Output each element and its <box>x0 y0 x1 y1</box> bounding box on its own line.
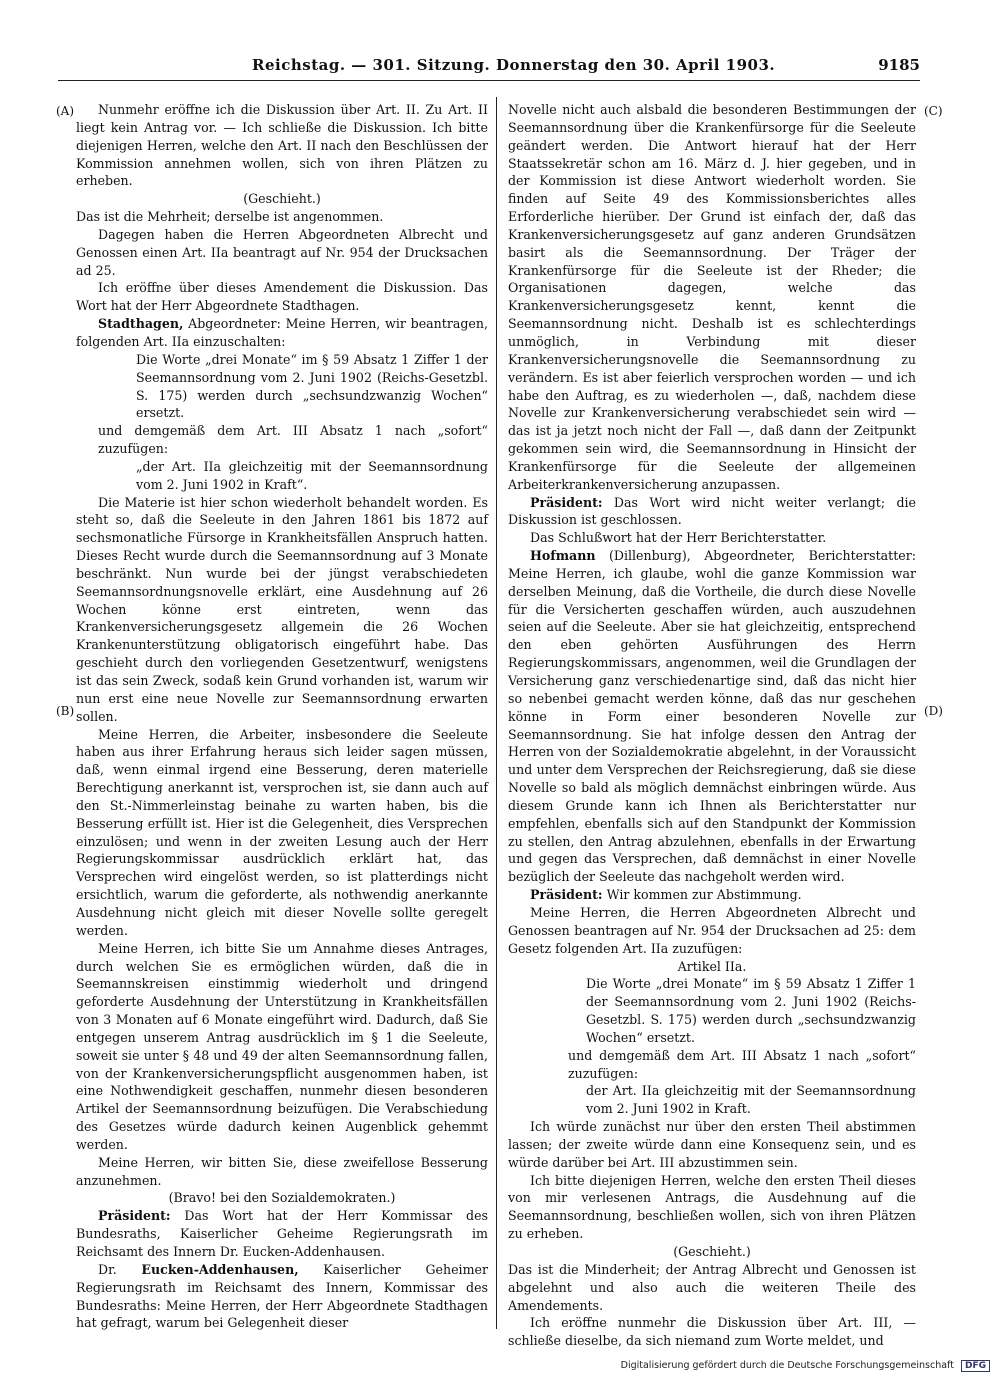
speaker-name: Eucken-Addenhausen, <box>141 1261 299 1277</box>
paragraph-text: (Dillenburg), Abgeordneter, Berichterstatter: Meine Herren, ich glaube, wohl die ganze Kommission war derselben Meinung, daß die Vortheile, die durch diese Novelle für die Versicherten geschaffen würden, auch auszudehnen seien auf die Seeleute. Aber sie hat gleichzeitig, entsprechend den eben gehörten Ausführungen des Herrn Regierungskommissars, angenommen, weil die Grundlagen der Versicherung ganz verschiedenartige sind, daß das nicht hier so nebenbei gemacht werden könne, daß das nur geschehen könne in Form einer besonderen Novelle zur Seemannsordnung. Sie hat infolge dessen den Antrag der Herren von der Sozialdemokratie abgelehnt, in der Voraussicht und unter dem Versprechen der Reichsregierung, daß sie diese Novelle so bald als möglich demnächst einbringen würde. Aus diesem Grunde kann ich Ihnen als Berichterstatter nur empfehlen, ebenfalls sich auf den Standpunkt der Kommission zu stellen, den Antrag abzulehnen, ebenfalls in der Erwartung und gegen das Versprechen, daß demnächst in einer Novelle bezüglich der Seeleute das nachgeholt werden wird. <box>508 548 916 885</box>
paragraph <box>76 1261 488 1332</box>
footer-text: Digitalisierung gefördert durch die Deutsche Forschungsgemeinschaft <box>620 1360 954 1371</box>
paragraph-text: Ich würde zunächst nur über den ersten Theil abstimmen lassen; der zweite würde dann eine Konsequenz sein, und es würde darüber bei Art. III abzustimmen sein. <box>508 1119 916 1170</box>
paragraph <box>98 422 488 458</box>
paragraph <box>76 1154 488 1190</box>
paragraph <box>136 458 488 494</box>
footer <box>621 1360 990 1372</box>
right-column <box>508 101 916 1350</box>
paragraph-text: „der Art. IIa gleichzeitig mit der Seemannsordnung vom 2. Juni 1902 in Kraft“. <box>136 458 488 492</box>
speaker-name: Hofmann <box>530 548 596 564</box>
speaker-name: Präsident: <box>98 1208 171 1224</box>
paragraph-text: Das Schlußwort hat der Herr Berichterstatter. <box>530 530 827 546</box>
paragraph-text: Ich eröffne nunmehr die Diskussion über Art. III, — schließe dieselbe, da sich niemand zum Worte meldet, und <box>508 1315 916 1349</box>
paragraph-text: Artikel IIa. <box>677 958 747 974</box>
speaker-name: Präsident: <box>530 494 603 510</box>
paragraph-text: Nunmehr eröffne ich die Diskussion über Art. II. Zu Art. II liegt kein Antrag vor. — Ich schließe die Diskussion. Ich bitte diejenigen Herren, welche den Art. II nach den Beschlüssen der Kommission annehmen wollen, sich von ihren Plätzen zu erheben. <box>76 102 488 189</box>
paragraph-text: (Bravo! bei den Sozialdemokraten.) <box>168 1190 396 1206</box>
paragraph-text: (Geschieht.) <box>243 191 321 207</box>
paragraph-text: Die Materie ist hier schon wiederholt behandelt worden. Es steht so, daß die Seeleute in den Jahren 1861 bis 1872 auf sechsmonatliche Fürsorge in Krankheitsfällen Anspruch hatten. Dieses Recht wurde durch die Seemannsordnung auf 3 Monate beschränkt. Nun wurde bei der jüngst verabschiedeten Seemannsordnungsnovelle erklärt, eine Ausdehnung auf 26 Wochen könne erst eintreten, wenn das Krankenversicherungsgesetz allgemein die 26 Wochen Krankenunterstützung obligatorisch eingeführt habe. Das geschieht durch den vorliegenden Gesetzentwurf, wenigstens ist das sein Zweck, sodaß kein Grund vorhanden ist, warum wir nun erst eine neue Novelle zur Seemannsordnung erwarten sollen. <box>76 494 488 724</box>
paragraph-text: Meine Herren, die Arbeiter, insbesondere die Seeleute haben aus ihrer Erfahrung heraus sich leider sagen müssen, daß, wenn einmal irgend eine Besserung, deren materielle Berechtigung anerkannt ist, versprochen ist, sie dann auch auf den St.-Nimmerleinstag beinahe zu warten haben, bis die Besserung erfüllt ist. Hier ist die Gelegenheit, dies Versprechen einzulösen; und wenn in der zweiten Lesung auch der Herr Regierungskommissar ausdrücklich erklärt hat, das Versprechen wird eingelöst werden, so ist platterdings nicht ersichtlich, warum die geforderte, als nothwendig anerkannte Ausdehnung nicht gleich mit dieser Novelle sollte geregelt werden. <box>76 726 488 938</box>
paragraph <box>508 1314 916 1350</box>
page-header <box>58 56 920 78</box>
paragraph <box>76 190 488 208</box>
paragraph <box>76 101 488 190</box>
paragraph-text: Das Wort wird nicht weiter verlangt; die Diskussion ist geschlossen. <box>508 494 916 528</box>
paragraph <box>586 975 916 1046</box>
left-column <box>76 101 488 1332</box>
paragraph <box>508 1118 916 1172</box>
paragraph-text: Meine Herren, ich bitte Sie um Annahme dieses Antrages, durch welchen Sie es ermöglichen würden, daß die in Seemannskreisen einstimmig wiederholt und dringend geforderte Ausdehnung der Unterstützung in Krankheitsfällen von 3 Monaten auf 6 Monate eingeführt wird. Dadurch, daß Sie entgegen unserem Antrag ausdrücklich im § 1 die Seeleute, soweit sie unter § 48 und 49 der alten Seemannsordnung fallen, von der Krankenversicherungspflicht ausgenommen haben, ist eine Nothwendigkeit geschaffen, nunmehr diesen besonderen Artikel der Seemannsordnung beizufügen. Die Verabschiedung des Gesetzes würde dadurch keinen Augenblick gehemmt werden. <box>76 940 488 1152</box>
paragraph-text: Ich eröffne über dieses Amendement die Diskussion. Das Wort hat der Herr Abgeordnete Stadthagen. <box>76 280 488 314</box>
paragraph <box>508 494 916 530</box>
paragraph-text: (Geschieht.) <box>673 1244 751 1259</box>
speaker-name: Stadthagen, <box>98 316 184 332</box>
paragraph-text: Meine Herren, die Herren Abgeordneten Albrecht und Genossen beantragen auf Nr. 954 der Drucksachen ad 25: dem Gesetz folgenden Art. IIa zuzufügen: <box>508 904 916 956</box>
paragraph-text: Meine Herren, wir bitten Sie, diese zweifellose Besserung anzunehmen. <box>76 1154 488 1188</box>
speaker-name: Präsident: <box>530 887 603 903</box>
paragraph-text: Das ist die Minderheit; der Antrag Albrecht und Genossen ist abgelehnt und also auch die weiteren Theile des Amendements. <box>508 1261 916 1313</box>
paragraph <box>76 226 488 280</box>
paragraph <box>76 1207 488 1261</box>
margin-mark-d: (D) <box>924 704 943 718</box>
margin-mark-b: (B) <box>56 704 75 718</box>
paragraph <box>508 904 916 958</box>
paragraph-text: Abgeordneter: Meine Herren, wir beantragen, folgenden Art. IIa einzuschalten: <box>76 316 488 349</box>
paragraph <box>586 1082 916 1118</box>
paragraph <box>508 1172 916 1243</box>
column-divider <box>496 97 497 1329</box>
paragraph-text: Das ist die Mehrheit; derselbe ist angenommen. <box>76 209 384 225</box>
paragraph <box>76 208 488 226</box>
paragraph <box>508 547 916 886</box>
margin-mark-c: (C) <box>924 104 943 118</box>
running-title: Reichstag. — 301. Sitzung. Donnerstag den 30. April 1903. <box>252 56 776 74</box>
paragraph <box>508 1261 916 1315</box>
paragraph <box>76 494 488 726</box>
paragraph <box>508 886 916 904</box>
paragraph <box>76 315 488 351</box>
page-number: 9185 <box>878 56 920 74</box>
paragraph <box>76 940 488 1154</box>
paragraph <box>568 1047 916 1083</box>
paragraph-text: Wir kommen zur Abstimmung. <box>602 887 802 903</box>
dfg-logo: DFG <box>961 1360 990 1372</box>
paragraph-text: der Art. IIa gleichzeitig mit der Seemannsordnung vom 2. Juni 1902 in Kraft. <box>586 1083 916 1117</box>
paragraph-text: Kaiserlicher Geheimer Regierungsrath im Reichsamt des Innern, Kommissar des Bundesraths: Meine Herren, der Herr Abgeordnete Stadthagen hat gefragt, warum bei Gelegenheit dieser <box>76 1261 488 1331</box>
paragraph-text: Dr. <box>98 1261 142 1277</box>
paragraph <box>508 1243 916 1261</box>
paragraph <box>76 726 488 940</box>
paragraph <box>508 958 916 976</box>
paragraph <box>508 529 916 547</box>
paragraph-text: Ich bitte diejenigen Herren, welche den ersten Theil dieses von mir verlesenen Antrags, die Ausdehnung auf die Seemannsordnung, beschließen wollen, sich von ihren Plätzen zu erheben. <box>508 1172 916 1242</box>
paragraph <box>76 279 488 315</box>
paragraph <box>508 101 916 494</box>
paragraph-text: Die Worte „drei Monate“ im § 59 Absatz 1 Ziffer 1 der Seemannsordnung vom 2. Juni 1902 (Reichs-Gesetzbl. S. 175) werden durch „sechsundzwanzig Wochen“ ersetzt. <box>136 351 488 421</box>
paragraph-text: und demgemäß dem Art. III Absatz 1 nach „sofort“ zuzufügen: <box>98 423 488 457</box>
paragraph-text: Novelle nicht auch alsbald die besonderen Bestimmungen der Seemannsordnung über die Krankenfürsorge für die Seeleute geändert werden. Die Antwort hierauf hat der Herr Staatssekretär schon am 16. März d. J. hier gegeben, und in der Kommission ist diese Antwort wiederholt worden. Sie finden auf Seite 49 des Kommissionsberichtes alles Erforderliche hierüber. Der Grund ist einfach der, daß das Krankenversicherungsgesetz auf ganz anderen Grundsätzen basirt als die Seemannsordnung. Der Träger der Krankenfürsorge für die Seeleute ist der Rheder; die Organisationen dagegen, welche das Krankenversicherungsgesetz kennt, kennt die Seemannsordnung nicht. Deshalb ist es schlechterdings unmöglich, in Verbindung mit dieser Krankenversicherungsnovelle die Seemannsordnung zu verändern. Es ist aber feierlich versprochen worden — und ich habe den Auftrag, es zu wiederholen —, daß, nachdem diese Novelle zur Krankenversicherung verabschiedet sein wird — das ist ja jetzt noch nicht der Fall —, daß dann der Zeitpunkt gekommen sein wird, die Seemannsordnung in Hinsicht der Krankenfürsorge für die Seeleute der allgemeinen Arbeiterkrankenversicherung anzupassen. <box>508 102 916 492</box>
paragraph <box>76 1189 488 1207</box>
paragraph-text: Das Wort hat der Herr Kommissar des Bundesraths, Kaiserlicher Geheime Regierungsrath im Reichsamt des Innern Dr. Eucken-Addenhausen. <box>76 1208 488 1259</box>
paragraph <box>136 351 488 422</box>
paragraph-text: und demgemäß dem Art. III Absatz 1 nach „sofort“ zuzufügen: <box>568 1047 916 1081</box>
header-rule <box>58 80 920 81</box>
margin-mark-a: (A) <box>56 104 75 118</box>
paragraph-text: Die Worte „drei Monate“ im § 59 Absatz 1 Ziffer 1 der Seemannsordnung vom 2. Juni 1902 (Reichs-Gesetzbl. S. 175) werden durch „sechsundzwanzig Wochen“ ersetzt. <box>586 976 916 1045</box>
paragraph-text: Dagegen haben die Herren Abgeordneten Albrecht und Genossen einen Art. IIa beantragt auf Nr. 954 der Drucksachen ad 25. <box>76 226 488 278</box>
